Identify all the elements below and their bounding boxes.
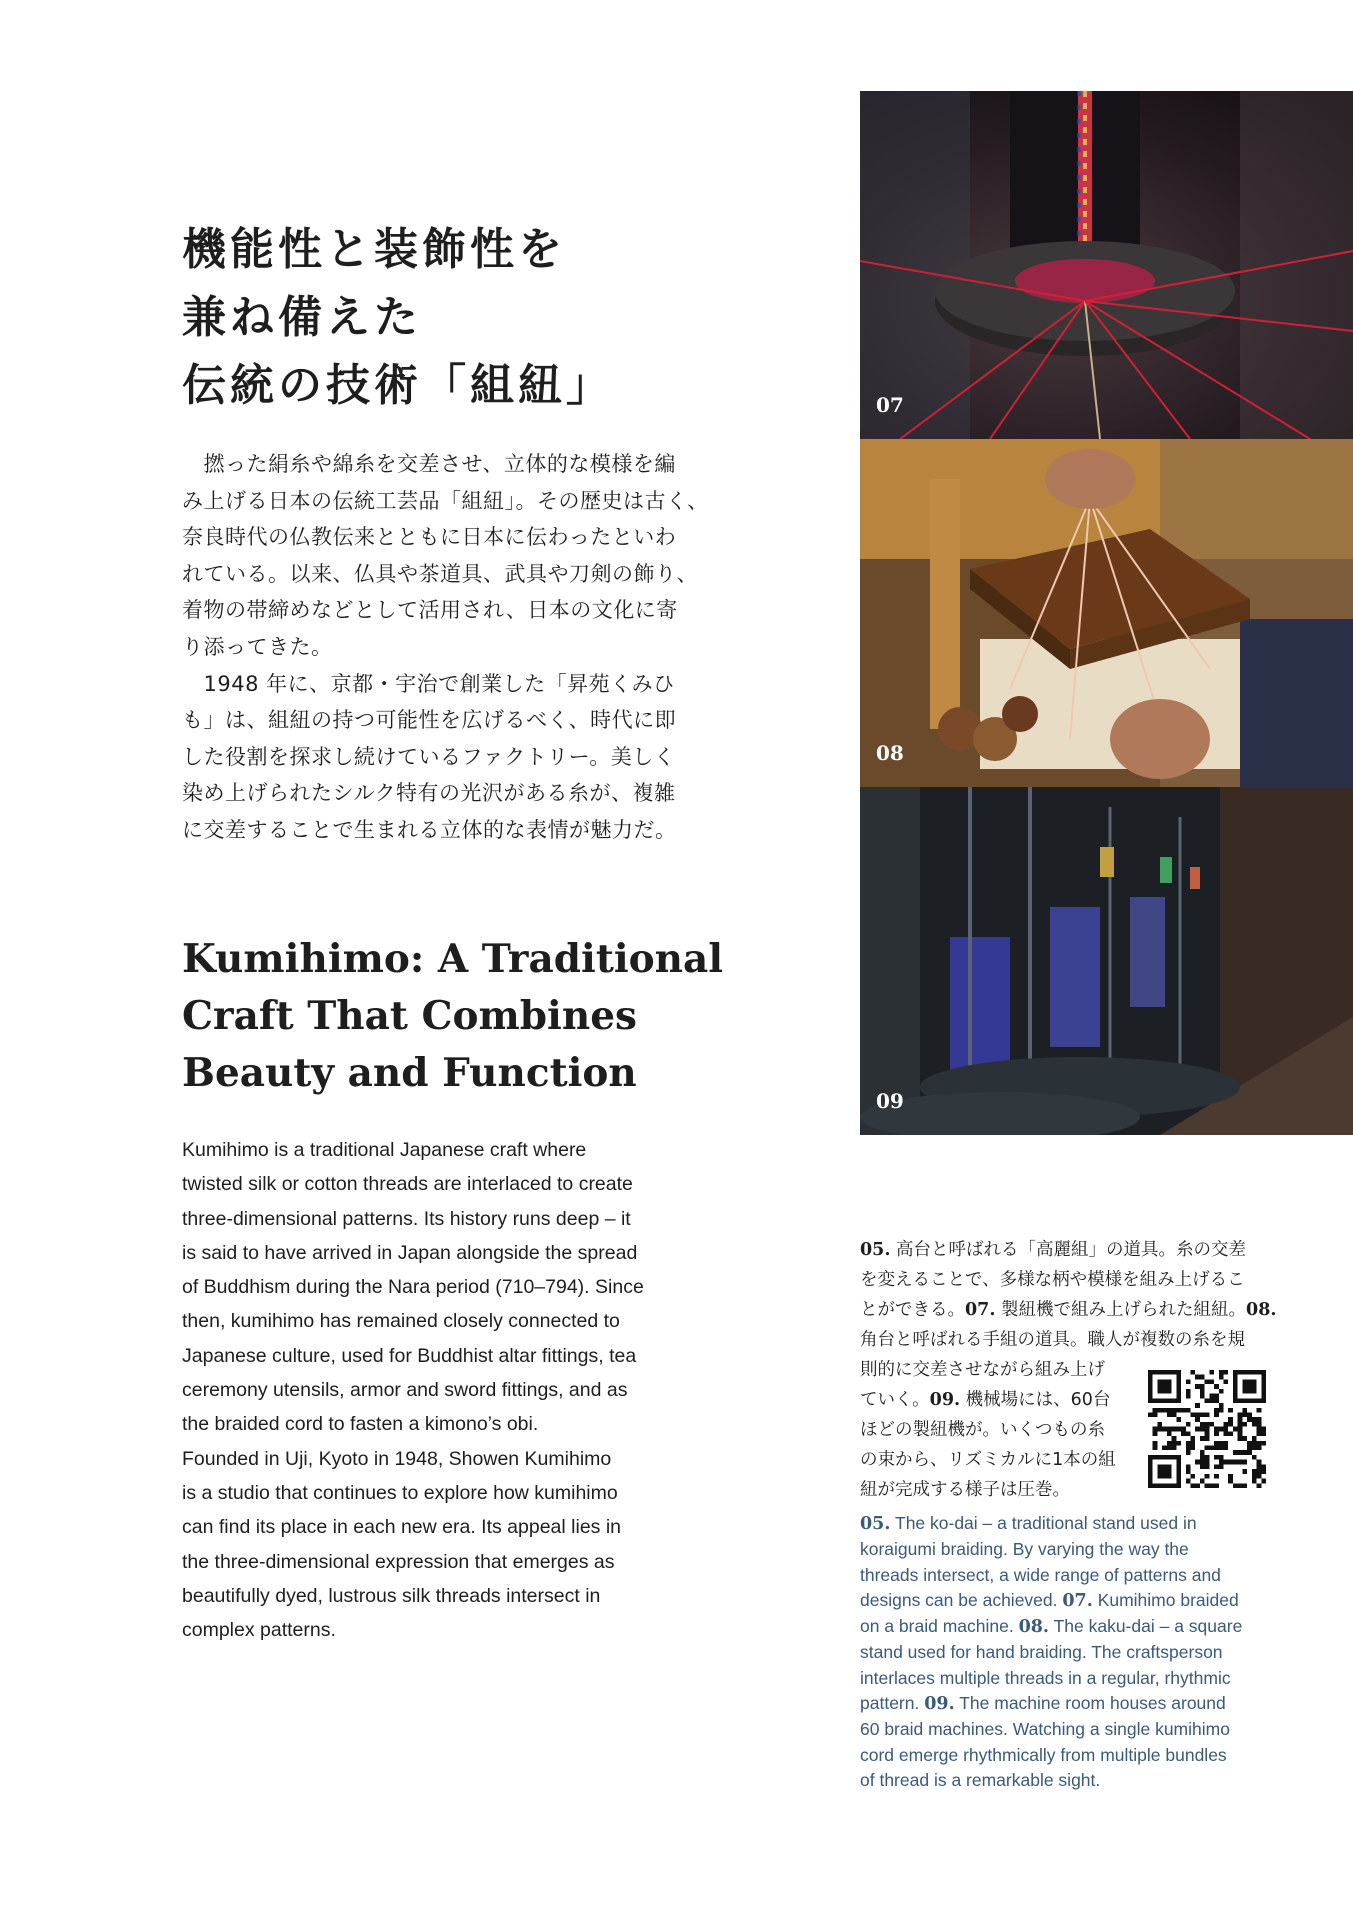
caption-en-line: of thread is a remarkable sight.	[860, 1769, 1101, 1790]
qr-module	[1219, 1427, 1224, 1432]
en-body-line: ceremony utensils, armor and sword fittings, and as	[182, 1379, 628, 1402]
qr-module	[1205, 1398, 1210, 1403]
qr-module	[1214, 1441, 1219, 1446]
qr-module	[1252, 1455, 1257, 1460]
qr-module	[1247, 1417, 1252, 1422]
qr-module	[1228, 1431, 1233, 1436]
qr-module	[1157, 1427, 1162, 1432]
qr-module	[1257, 1408, 1262, 1413]
qr-module	[1200, 1460, 1205, 1465]
en-body-line: twisted silk or cotton threads are interlaced to create	[182, 1173, 633, 1196]
qr-module	[1205, 1460, 1210, 1465]
jp-body-line: した役割を探求し続けているファクトリー。美しく	[182, 744, 676, 769]
qr-module	[1200, 1479, 1205, 1484]
qr-module	[1214, 1427, 1219, 1432]
caption-en-line: cord emerge rhythmically from multiple bundles	[860, 1744, 1227, 1765]
qr-code[interactable]	[1148, 1370, 1266, 1488]
qr-module	[1257, 1474, 1262, 1479]
qr-module	[1172, 1436, 1177, 1441]
jp-body-line: り添ってきた。	[182, 634, 333, 659]
en-body-line: the three-dimensional expression that emerges as	[182, 1550, 615, 1573]
caption-en-line: stand used for hand braiding. The craftsperson	[860, 1642, 1223, 1663]
qr-module	[1153, 1446, 1158, 1451]
qr-module	[1200, 1389, 1205, 1394]
qr-module	[1214, 1384, 1219, 1389]
caption-english	[860, 1511, 1330, 1793]
qr-module	[1219, 1455, 1224, 1460]
qr-module	[1167, 1427, 1172, 1432]
qr-module	[1261, 1464, 1266, 1469]
qr-module	[1228, 1408, 1233, 1413]
qr-module	[1209, 1398, 1214, 1403]
en-body-line: can find its place in each new era. Its appeal lies in	[182, 1516, 622, 1539]
qr-module	[1257, 1460, 1262, 1465]
english-body	[182, 1133, 722, 1647]
jp-title-line: 兼ね備えた	[182, 292, 422, 343]
qr-module	[1257, 1417, 1262, 1422]
qr-module	[1233, 1427, 1238, 1432]
jp-body-line: も」は、組紐の持つ可能性を広げるべく、時代に即	[182, 708, 677, 733]
photo-number: 07	[876, 393, 904, 417]
qr-module	[1252, 1479, 1257, 1484]
qr-module	[1242, 1450, 1247, 1455]
qr-module	[1190, 1441, 1195, 1446]
braid-machine-image	[860, 91, 1353, 439]
caption-jp-line: を変えることで、多様な柄や模様を組み上げるこ	[860, 1270, 1245, 1290]
qr-module	[1148, 1412, 1153, 1417]
qr-module	[1224, 1446, 1229, 1451]
qr-module	[1195, 1427, 1200, 1432]
qr-module	[1186, 1379, 1191, 1384]
caption-jp-line: ほどの製紐機が。いくつもの糸	[860, 1420, 1105, 1440]
qr-module	[1209, 1483, 1214, 1488]
qr-module	[1209, 1379, 1214, 1384]
en-body-line: the braided cord to fasten a kimono’s obi.	[182, 1413, 539, 1436]
qr-module	[1205, 1464, 1210, 1469]
qr-module	[1224, 1431, 1229, 1436]
qr-module	[1195, 1384, 1200, 1389]
en-body-line: complex patterns.	[182, 1619, 336, 1642]
caption-number: 05.	[860, 1514, 891, 1534]
qr-module	[1200, 1450, 1205, 1455]
qr-module	[1238, 1436, 1243, 1441]
jp-body-line: 撚った絹糸や綿糸を交差させ、立体的な模様を編	[182, 452, 676, 476]
qr-module	[1261, 1469, 1266, 1474]
qr-module	[1195, 1483, 1200, 1488]
qr-module	[1172, 1427, 1177, 1432]
qr-module	[1190, 1370, 1195, 1375]
qr-module	[1224, 1422, 1229, 1427]
qr-module	[1214, 1474, 1219, 1479]
en-body-line: Founded in Uji, Kyoto in 1948, Showen Kumihimo	[182, 1447, 612, 1470]
qr-module	[1200, 1422, 1205, 1427]
qr-module	[1224, 1441, 1229, 1446]
jp-body-line: 奈良時代の仏教伝来とともに日本に伝わったといわ	[182, 525, 677, 550]
qr-module	[1200, 1375, 1205, 1380]
qr-module	[1167, 1431, 1172, 1436]
qr-module	[1153, 1441, 1158, 1446]
qr-module	[1238, 1431, 1243, 1436]
qr-module	[1228, 1422, 1233, 1427]
qr-module	[1190, 1446, 1195, 1451]
jp-body-line: れている。以来、仏具や茶道具、武具や刀剣の飾り、	[182, 561, 698, 586]
jp-body-line: み上げる日本の伝統工芸品「組紐」。その歴史は古く、	[182, 488, 709, 513]
qr-module	[1252, 1474, 1257, 1479]
qr-module	[1261, 1479, 1266, 1484]
qr-module	[1181, 1431, 1186, 1436]
japanese-body	[182, 446, 722, 849]
caption-number: 05.	[860, 1240, 891, 1260]
qr-module	[1233, 1483, 1238, 1488]
en-body-line: beautifully dyed, lustrous silk threads intersect in	[182, 1584, 601, 1607]
qr-module	[1190, 1474, 1195, 1479]
en-title-line: Craft That Combines	[182, 993, 637, 1039]
qr-module	[1242, 1379, 1256, 1393]
caption-en-line: pattern. 09. The machine room houses around	[860, 1693, 1226, 1715]
qr-module	[1238, 1412, 1243, 1417]
qr-module	[1153, 1412, 1158, 1417]
caption-jp-line: とができる。07. 製紐機で組み上げられた組紐。08.	[860, 1300, 1277, 1320]
qr-module	[1200, 1427, 1205, 1432]
qr-module	[1186, 1464, 1191, 1469]
machine-room-image	[860, 787, 1353, 1135]
qr-module	[1195, 1460, 1200, 1465]
qr-module	[1219, 1375, 1224, 1380]
caption-en-line: designs can be achieved. 07. Kumihimo braided	[860, 1589, 1239, 1611]
qr-module	[1224, 1370, 1229, 1375]
caption-jp-line: 05. 高台と呼ばれる「高麗組」の道具。糸の交差	[860, 1240, 1247, 1260]
jp-body-line: 1948 年に、京都・宇治で創業した「昇苑くみひ	[182, 671, 675, 696]
caption-en-line: interlaces multiple threads in a regular, rhythmic	[860, 1667, 1231, 1688]
qr-module	[1247, 1412, 1252, 1417]
caption-en-line: on a braid machine. 08. The kaku-dai – a square	[860, 1616, 1243, 1638]
jp-body-line: に交差することで生まれる立体的な表情が魅力だ。	[182, 817, 677, 842]
qr-module	[1205, 1455, 1210, 1460]
qr-module	[1167, 1446, 1172, 1451]
photo-number: 09	[876, 1089, 904, 1113]
qr-module	[1181, 1427, 1186, 1432]
qr-module	[1186, 1422, 1191, 1427]
jp-body-line: 着物の帯締めなどとして活用され、日本の文化に寄	[182, 598, 678, 623]
caption-en-line: threads intersect, a wide range of patterns and	[860, 1564, 1221, 1585]
en-title-line: Kumihimo: A Traditional	[182, 936, 724, 982]
photo-braid-machine-closeup	[860, 91, 1353, 439]
qr-module	[1186, 1431, 1191, 1436]
qr-module	[1238, 1460, 1243, 1465]
qr-module	[1219, 1464, 1224, 1469]
qr-module	[1172, 1408, 1177, 1413]
qr-module	[1242, 1422, 1247, 1427]
qr-module	[1252, 1436, 1257, 1441]
qr-module	[1162, 1446, 1167, 1451]
qr-module	[1257, 1446, 1262, 1451]
qr-module	[1261, 1427, 1266, 1432]
qr-module	[1205, 1422, 1210, 1427]
qr-module	[1219, 1370, 1224, 1375]
qr-module	[1186, 1469, 1191, 1474]
photo-number: 08	[876, 741, 904, 765]
qr-module	[1205, 1412, 1210, 1417]
qr-module	[1172, 1441, 1177, 1446]
qr-module	[1242, 1408, 1247, 1413]
qr-module	[1200, 1436, 1205, 1441]
en-body-line: three-dimensional patterns. Its history runs deep – it	[182, 1207, 631, 1230]
caption-jp-line: 則的に交差させながら組み上げ	[860, 1360, 1105, 1380]
qr-module	[1167, 1441, 1172, 1446]
qr-module	[1162, 1408, 1167, 1413]
en-body-line: Japanese culture, used for Buddhist altar fittings, tea	[182, 1344, 637, 1367]
qr-module	[1186, 1479, 1191, 1484]
qr-module	[1257, 1422, 1262, 1427]
qr-module	[1176, 1441, 1181, 1446]
qr-module	[1205, 1427, 1210, 1432]
qr-module	[1257, 1469, 1262, 1474]
qr-module	[1186, 1450, 1191, 1455]
qr-module	[1172, 1446, 1177, 1451]
qr-module	[1238, 1450, 1243, 1455]
caption-jp-line: 角台と呼ばれる手組の道具。職人が複数の糸を規	[860, 1330, 1245, 1350]
caption-jp-line: 紐が完成する様子は圧巻。	[860, 1480, 1070, 1500]
qr-module	[1162, 1427, 1167, 1432]
qr-module	[1200, 1394, 1205, 1399]
qr-module	[1167, 1412, 1172, 1417]
qr-module	[1257, 1464, 1262, 1469]
caption-jp-line: の束から、リズミカルに1本の組	[860, 1450, 1116, 1470]
qr-module	[1242, 1469, 1247, 1474]
qr-module	[1247, 1441, 1252, 1446]
qr-module	[1181, 1408, 1186, 1413]
qr-module	[1157, 1379, 1171, 1393]
caption-number: 08.	[1246, 1300, 1277, 1320]
qr-module	[1195, 1403, 1200, 1408]
qr-module	[1224, 1460, 1229, 1465]
qr-module	[1219, 1460, 1224, 1465]
qr-module	[1238, 1422, 1243, 1427]
qr-module	[1233, 1450, 1238, 1455]
qr-module	[1261, 1441, 1266, 1446]
qr-module	[1214, 1398, 1219, 1403]
qr-module	[1200, 1455, 1205, 1460]
qr-module	[1209, 1446, 1214, 1451]
qr-module	[1219, 1446, 1224, 1451]
qr-module	[1252, 1441, 1257, 1446]
jp-title-line: 伝統の技術「組紐」	[182, 360, 614, 411]
qr-module	[1205, 1379, 1210, 1384]
qr-module	[1228, 1417, 1233, 1422]
qr-module	[1238, 1417, 1243, 1422]
qr-module	[1190, 1412, 1195, 1417]
qr-module	[1157, 1408, 1162, 1413]
qr-module	[1200, 1412, 1205, 1417]
qr-module	[1186, 1394, 1191, 1399]
qr-module	[1228, 1479, 1233, 1484]
qr-module	[1195, 1412, 1200, 1417]
qr-module	[1252, 1417, 1257, 1422]
qr-module	[1176, 1417, 1181, 1422]
qr-module	[1252, 1446, 1257, 1451]
qr-module	[1257, 1483, 1262, 1488]
jp-body-line: 染め上げられたシルク特有の光沢がある糸が、複雑	[182, 781, 676, 806]
caption-en-line: koraigumi braiding. By varying the way the	[860, 1539, 1189, 1560]
qr-module	[1195, 1375, 1200, 1380]
qr-module	[1214, 1431, 1219, 1436]
jp-title-line: 機能性と装飾性を	[182, 224, 566, 275]
en-body-line: Kumihimo is a traditional Japanese craft where	[182, 1139, 587, 1161]
qr-module	[1172, 1412, 1177, 1417]
qr-module	[1242, 1436, 1247, 1441]
qr-module	[1186, 1389, 1191, 1394]
caption-number: 08.	[1018, 1617, 1050, 1638]
qr-module	[1157, 1422, 1162, 1427]
qr-module	[1219, 1441, 1224, 1446]
qr-module	[1252, 1469, 1257, 1474]
qr-module	[1233, 1460, 1238, 1465]
qr-module	[1242, 1412, 1247, 1417]
qr-module	[1214, 1408, 1219, 1413]
qr-module	[1228, 1460, 1233, 1465]
en-body-line: of Buddhism during the Nara period (710–794). Since	[182, 1276, 644, 1299]
qr-module	[1242, 1460, 1247, 1465]
photo-hand-braiding	[860, 439, 1353, 787]
qr-module	[1261, 1431, 1266, 1436]
qr-module	[1214, 1446, 1219, 1451]
qr-module	[1209, 1394, 1214, 1399]
qr-module	[1205, 1483, 1210, 1488]
qr-module	[1257, 1441, 1262, 1446]
qr-module	[1214, 1483, 1219, 1488]
caption-number: 07.	[965, 1300, 996, 1320]
qr-module	[1153, 1408, 1158, 1413]
qr-module	[1219, 1408, 1224, 1413]
qr-module	[1200, 1384, 1205, 1389]
qr-module	[1238, 1427, 1243, 1432]
en-body-line: is a studio that continues to explore how kumihimo	[182, 1481, 618, 1504]
photo-machine-room	[860, 787, 1353, 1135]
qr-module	[1186, 1408, 1191, 1413]
qr-module	[1214, 1455, 1219, 1460]
qr-module	[1195, 1417, 1200, 1422]
english-title	[182, 931, 762, 1102]
hand-braiding-image	[860, 439, 1353, 787]
qr-module	[1167, 1408, 1172, 1413]
qr-module	[1224, 1427, 1229, 1432]
qr-module	[1214, 1464, 1219, 1469]
caption-jp-line: ていく。09. 機械場には、60台	[860, 1390, 1111, 1410]
qr-module	[1247, 1450, 1252, 1455]
qr-module	[1209, 1370, 1214, 1375]
qr-module	[1186, 1441, 1191, 1446]
qr-module	[1242, 1483, 1247, 1488]
caption-number: 09.	[929, 1390, 961, 1410]
qr-module	[1200, 1464, 1205, 1469]
qr-module	[1247, 1446, 1252, 1451]
qr-module	[1205, 1431, 1210, 1436]
en-title-line: Beauty and Function	[182, 1050, 637, 1096]
qr-module	[1214, 1394, 1219, 1399]
qr-module	[1228, 1474, 1233, 1479]
en-body-line: then, kumihimo has remained closely connected to	[182, 1310, 620, 1333]
japanese-title	[182, 216, 742, 420]
caption-number: 09.	[924, 1694, 955, 1715]
qr-module	[1219, 1403, 1224, 1408]
qr-module	[1257, 1427, 1262, 1432]
qr-module	[1214, 1412, 1219, 1417]
qr-module	[1257, 1431, 1262, 1436]
qr-module	[1205, 1436, 1210, 1441]
caption-number: 07.	[1062, 1590, 1093, 1611]
qr-module	[1176, 1408, 1181, 1413]
qr-module	[1205, 1474, 1210, 1479]
qr-module	[1252, 1422, 1257, 1427]
caption-en-line: 05. The ko-dai – a traditional stand used in	[860, 1513, 1197, 1534]
qr-module	[1224, 1379, 1229, 1384]
qr-module	[1176, 1427, 1181, 1432]
qr-module	[1219, 1389, 1224, 1394]
qr-module	[1157, 1464, 1171, 1478]
qr-module	[1190, 1483, 1195, 1488]
qr-module	[1205, 1446, 1210, 1451]
en-body-line: is said to have arrived in Japan alongside the spread	[182, 1241, 638, 1264]
qr-module	[1186, 1446, 1191, 1451]
caption-en-line: 60 braid machines. Watching a single kumihimo	[860, 1719, 1230, 1740]
qr-module	[1153, 1431, 1158, 1436]
qr-module	[1238, 1483, 1243, 1488]
qr-module	[1190, 1436, 1195, 1441]
qr-module	[1153, 1427, 1158, 1432]
qr-module	[1209, 1422, 1214, 1427]
